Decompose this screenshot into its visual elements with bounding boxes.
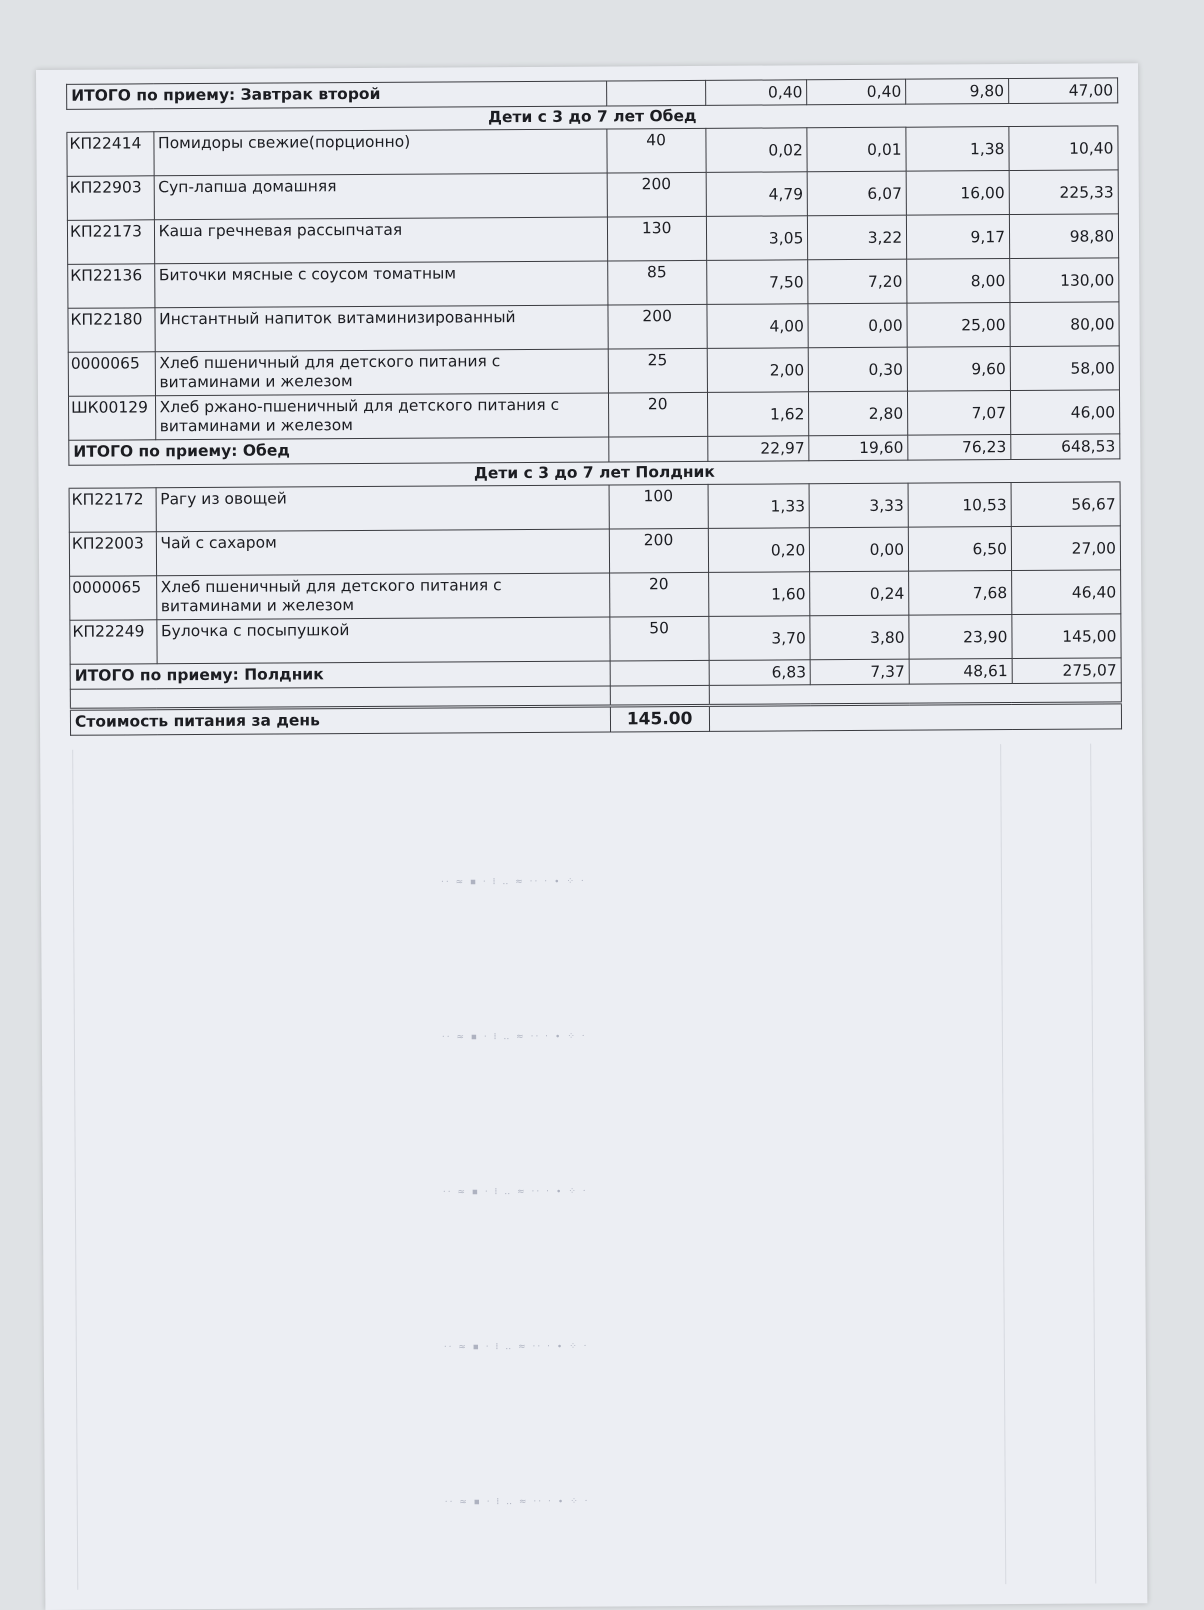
item-fat: 0,00	[810, 527, 909, 572]
item-fat: 3,33	[809, 483, 908, 528]
item-kcal: 130,00	[1010, 258, 1119, 303]
total-label: ИТОГО по приему: Завтрак второй	[67, 81, 607, 109]
table-row	[69, 526, 1120, 576]
daily-cost-row	[70, 703, 1121, 735]
item-kcal: 10,40	[1009, 126, 1118, 171]
daily-cost-empty	[709, 703, 1122, 732]
item-code: КП22003	[69, 532, 156, 577]
table-row	[68, 346, 1119, 396]
total-kcal: 47,00	[1009, 78, 1118, 104]
daily-cost-value: 145.00	[610, 705, 709, 732]
item-qty: 100	[609, 484, 708, 529]
table-row	[67, 214, 1118, 264]
total-label: ИТОГО по приему: Обед	[69, 437, 609, 465]
item-name: Каша гречневая рассыпчатая	[154, 217, 607, 264]
item-qty: 20	[608, 392, 707, 437]
total-fat: 19,60	[809, 435, 908, 461]
total-fat: 7,37	[810, 659, 909, 685]
item-carbs: 10,53	[908, 483, 1011, 528]
item-carbs: 8,00	[907, 259, 1010, 304]
total-fat: 0,40	[807, 79, 906, 105]
item-name: Хлеб пшеничный для детского питания с витаминами и железом	[155, 349, 608, 396]
item-carbs: 7,68	[909, 571, 1012, 616]
item-code: КП22172	[69, 488, 156, 533]
item-fat: 0,00	[808, 303, 907, 348]
total-carbs: 76,23	[908, 435, 1011, 461]
item-code: КП22903	[67, 176, 154, 221]
table-row	[70, 570, 1121, 620]
item-qty: 40	[607, 128, 706, 173]
item-qty: 200	[607, 172, 706, 217]
table-row	[68, 302, 1119, 352]
item-fat: 0,01	[807, 127, 906, 172]
print-artifact: ·· ≈ ▪ · ⁞ ‥ ≈ ·· · ∙ ⁘ ·	[444, 1496, 590, 1508]
item-name: Рагу из овощей	[156, 485, 609, 532]
item-name: Инстантный напиток витаминизированный	[155, 305, 608, 352]
print-artifact: ·· ≈ ▪ · ⁞ ‥ ≈ ·· · ∙ ⁘ ·	[443, 1341, 589, 1353]
item-name: Хлеб пшеничный для детского питания с витаминами и железом	[156, 573, 609, 620]
item-kcal: 46,40	[1012, 570, 1121, 615]
print-artifact	[1090, 744, 1096, 1584]
print-artifact: ·· ≈ ▪ · ⁞ ‥ ≈ ·· · ∙ ⁘ ·	[442, 1186, 588, 1198]
item-kcal: 27,00	[1011, 526, 1120, 571]
item-protein: 1,62	[707, 392, 809, 437]
item-fat: 7,20	[808, 259, 907, 304]
item-protein: 3,70	[708, 616, 810, 661]
total-kcal: 275,07	[1012, 658, 1121, 684]
item-carbs: 1,38	[906, 127, 1009, 172]
total-protein: 0,40	[705, 80, 807, 106]
item-qty: 20	[609, 572, 708, 617]
item-code: ШК00129	[68, 396, 155, 441]
item-protein: 0,02	[705, 128, 807, 173]
item-code: КП22249	[70, 620, 157, 665]
item-protein: 4,00	[706, 304, 808, 349]
table-row	[68, 258, 1119, 308]
item-qty: 85	[607, 260, 706, 305]
spacer-cell	[610, 685, 709, 706]
spacer-cell	[709, 683, 1122, 706]
item-kcal: 56,67	[1011, 482, 1120, 527]
item-carbs: 9,17	[907, 215, 1010, 260]
item-name: Булочка с посыпушкой	[156, 617, 609, 664]
table-row	[67, 126, 1118, 176]
total-label: ИТОГО по приему: Полдник	[70, 661, 610, 689]
item-fat: 3,80	[810, 615, 909, 660]
item-carbs: 7,07	[908, 391, 1011, 436]
item-name: Чай с сахаром	[156, 529, 609, 576]
item-code: 0000065	[68, 352, 155, 397]
item-protein: 1,33	[708, 484, 810, 529]
table-row	[67, 170, 1118, 220]
daily-cost-label: Стоимость питания за день	[70, 706, 610, 735]
item-carbs: 23,90	[909, 615, 1012, 660]
item-qty: 200	[608, 304, 707, 349]
item-qty: 50	[610, 616, 709, 661]
item-name: Помидоры свежие(порционно)	[153, 129, 606, 176]
item-carbs: 16,00	[906, 171, 1009, 216]
item-qty: 130	[607, 216, 706, 261]
item-name: Биточки мясные с соусом томатным	[154, 261, 607, 308]
item-kcal: 80,00	[1010, 302, 1119, 347]
item-carbs: 25,00	[907, 303, 1010, 348]
total-protein: 6,83	[709, 660, 811, 686]
item-qty: 25	[608, 348, 707, 393]
item-kcal: 145,00	[1012, 614, 1121, 659]
print-artifact	[1000, 744, 1006, 1584]
item-protein: 7,50	[706, 260, 808, 305]
item-fat: 0,30	[809, 347, 908, 392]
item-fat: 6,07	[807, 171, 906, 216]
item-code: КП22180	[68, 308, 155, 353]
item-protein: 2,00	[707, 348, 809, 393]
item-kcal: 58,00	[1010, 346, 1119, 391]
table-row	[69, 482, 1120, 532]
total-protein: 22,97	[707, 436, 809, 462]
item-kcal: 98,80	[1009, 214, 1118, 259]
item-fat: 2,80	[809, 391, 908, 436]
item-fat: 0,24	[810, 571, 909, 616]
total-carbs: 48,61	[909, 659, 1012, 685]
item-code: 0000065	[70, 576, 157, 621]
table-row	[70, 614, 1121, 664]
item-code: КП22136	[68, 264, 155, 309]
print-artifact	[72, 750, 78, 1590]
print-artifact: ·· ≈ ▪ · ⁞ ‥ ≈ ·· · ∙ ⁘ ·	[440, 876, 586, 888]
item-qty: 200	[609, 528, 708, 573]
item-code: КП22173	[67, 220, 154, 265]
item-kcal: 46,00	[1010, 390, 1119, 435]
total-qty-cell	[606, 80, 705, 106]
section-header: Дети с 3 до 7 лет Обед	[67, 103, 1118, 132]
total-qty-cell	[610, 660, 709, 686]
item-kcal: 225,33	[1009, 170, 1118, 215]
total-qty-cell	[609, 436, 708, 462]
item-code: КП22414	[67, 132, 154, 177]
item-protein: 4,79	[706, 172, 808, 217]
section-header: Дети с 3 до 7 лет Полдник	[69, 459, 1120, 488]
item-fat: 3,22	[808, 215, 907, 260]
menu-table	[66, 77, 1122, 735]
item-name: Суп-лапша домашняя	[154, 173, 607, 220]
item-name: Хлеб ржано-пшеничный для детского питания с витаминами и железом	[155, 393, 608, 440]
item-carbs: 6,50	[908, 527, 1011, 572]
item-protein: 1,60	[708, 572, 810, 617]
item-protein: 3,05	[706, 216, 808, 261]
total-kcal: 648,53	[1011, 434, 1120, 460]
paper-sheet	[36, 63, 1147, 1610]
total-carbs: 9,80	[906, 79, 1009, 105]
print-artifact: ·· ≈ ▪ · ⁞ ‥ ≈ ·· · ∙ ⁘ ·	[441, 1031, 587, 1043]
item-carbs: 9,60	[907, 347, 1010, 392]
table-row	[68, 390, 1119, 440]
item-protein: 0,20	[708, 528, 810, 573]
